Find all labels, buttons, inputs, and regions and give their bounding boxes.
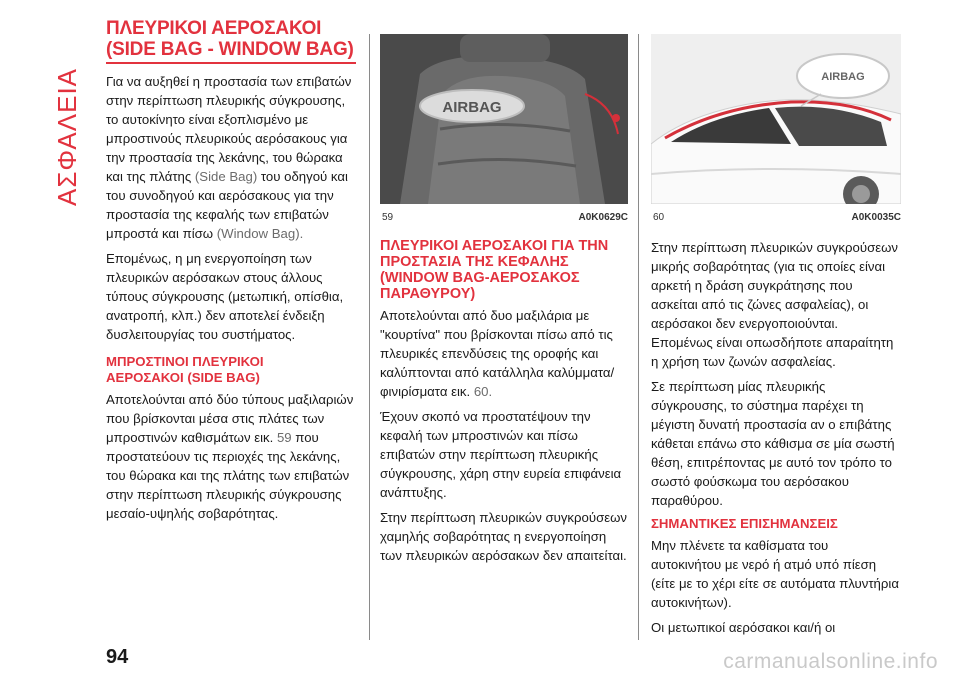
column-2 bbox=[380, 238, 628, 571]
window-airbag-label: AIRBAG bbox=[821, 71, 865, 83]
figure-59-code: A0K0629C bbox=[578, 212, 628, 223]
page-number: 94 bbox=[106, 646, 129, 668]
section-side-label: ΑΣΦΑΛΕΙΑ bbox=[52, 67, 82, 206]
figure-60-code: A0K0035C bbox=[851, 212, 901, 223]
protection-paragraph: Σε περίπτωση μίας πλευρικής σύγκρουσης, το σύστημα παρέχει τη μέγιστη δυνατή προστασία αν ο επιβάτης κάθεται επάνω στο κάθισμα σε μία σωστή θέση, επιτρέποντας με αυτό τον τρόπο το σωστό φούσκωμα του αερόσακου παραθύρου. bbox=[651, 379, 895, 508]
continued-paragraph: Οι μετωπικοί αερόσακοι και/ή οι bbox=[651, 620, 836, 635]
section-title bbox=[106, 18, 358, 60]
figure-59-number: 59 bbox=[382, 212, 394, 223]
car-illustration bbox=[651, 34, 901, 204]
figure-60-caption bbox=[653, 212, 901, 223]
figure-59-caption bbox=[382, 212, 628, 223]
important-notes-heading: ΣΗΜΑΝΤΙΚΕΣ ΕΠΙΣΗΜΑΝΣΕΙΣ bbox=[651, 516, 838, 531]
window-bag-heading: ΠΛΕΥΡΙΚΟΙ ΑΕΡΟΣΑΚΟΙ ΓΙΑ ΤΗΝ ΠΡΟΣΤΑΣΙΑ ΤΗΣ ΚΕΦΑΛΗΣ (WINDOW BAG-ΑΕΡΟΣΑΚΟΣ ΠΑΡΑΘΥΡΟΥ) bbox=[380, 238, 609, 302]
window-bag-paragraph-3: Στην περίπτωση πλευρικών συγκρούσεων χαμηλής σοβαρότητας η ενεργοποίηση των πλευρικών αερόσακων δεν απαιτείται. bbox=[380, 510, 627, 563]
front-side-bag-heading: ΜΠΡΟΣΤΙΝΟΙ ΠΛΕΥΡΙΚΟΙ ΑΕΡΟΣΑΚΟΙ (SIDE BAG) bbox=[106, 353, 264, 385]
figure-seat-airbag bbox=[380, 34, 628, 204]
title-underline bbox=[106, 62, 356, 64]
column-3 bbox=[651, 238, 901, 643]
washing-warning-paragraph: Μην πλένετε τα καθίσματα του αυτοκινήτου με νερό ή ατμό υπό πίεση (είτε με το χέρι είτε σε αυτόματα πλυντήρια αυτοκινήτων). bbox=[651, 538, 899, 610]
column-1 bbox=[106, 18, 358, 529]
column-divider-2 bbox=[638, 34, 639, 640]
section-title-line2: (SIDE BAG - WINDOW BAG) bbox=[106, 39, 354, 60]
window-bag-paragraph-1: Αποτελούνται από δυο μαξιλάρια με "κουρτίνα" που βρίσκονται πίσω από τις πλευρικές επενδύσεις της οροφής και καλύπτονται από κατάλληλα καλύμματα/φινιρίσματα εικ. 60. bbox=[380, 308, 615, 399]
intro-paragraph: Για να αυξηθεί η προστασία των επιβατών στην περίπτωση πλευρικής σύγκρουσης, το αυτοκίνητο είναι εξοπλισμένο με μπροστινούς πλευρικούς αερόσακους για την προστασία της λεκάνης, του θώρακα και της πλάτης (Side Bag) του οδηγού και του συνοδηγού και αερόσακους για την προστασία της κεφαλής των επιβατών μπροστά και πίσω (Window Bag). bbox=[106, 73, 352, 241]
column-divider-1 bbox=[369, 34, 370, 640]
seat-illustration bbox=[380, 34, 628, 204]
non-deployment-paragraph: Επομένως, η μη ενεργοποίηση των πλευρικών αερόσακων στους άλλους τύπους σύγκρουσης (μετωπική, οπίσθια, ανατροπή, κλπ.) δεν αποτελεί ένδειξη δυσλειτουργίας του συστήματος. bbox=[106, 250, 344, 342]
figure-window-airbag bbox=[651, 34, 901, 204]
airbag-label: AIRBAG bbox=[442, 99, 502, 116]
section-title-line1: ΠΛΕΥΡΙΚΟΙ ΑΕΡΟΣΑΚΟΙ bbox=[106, 18, 322, 39]
window-bag-paragraph-2: Έχουν σκοπό να προστατέψουν την κεφαλή των μπροστινών και πίσω επιβατών στην περίπτωση πλευρικής σύγκρουσης, χάρη στην ευρεία επιφάνεια ανάπτυξης. bbox=[380, 409, 622, 500]
watermark: carmanualsonline.info bbox=[723, 650, 938, 673]
figure-60-number: 60 bbox=[653, 212, 665, 223]
low-severity-paragraph: Στην περίπτωση πλευρικών συγκρούσεων μικρής σοβαρότητας (για τις οποίες είναι αρκετή η δράση συγκράτησης που ασκείται από τις ζώνες ασφαλείας), οι αερόσακοι δεν ενεργοποιούνται. Επομένως είναι οπωσδήποτε απαραίτητη η χρήση των ζωνών ασφαλείας. bbox=[651, 240, 898, 369]
front-side-bag-paragraph: Αποτελούνται από δύο τύπους μαξιλαριών που βρίσκονται μέσα στις πλάτες των μπροστινών καθισμάτων εικ. 59 που προστατεύουν τις περιοχές της λεκάνης, του θώρακα και της πλάτης των επιβατών στην περίπτωση πλευρικής σύγκρουσης μεσαίο-υψηλής σοβαρότητας. bbox=[106, 391, 354, 521]
